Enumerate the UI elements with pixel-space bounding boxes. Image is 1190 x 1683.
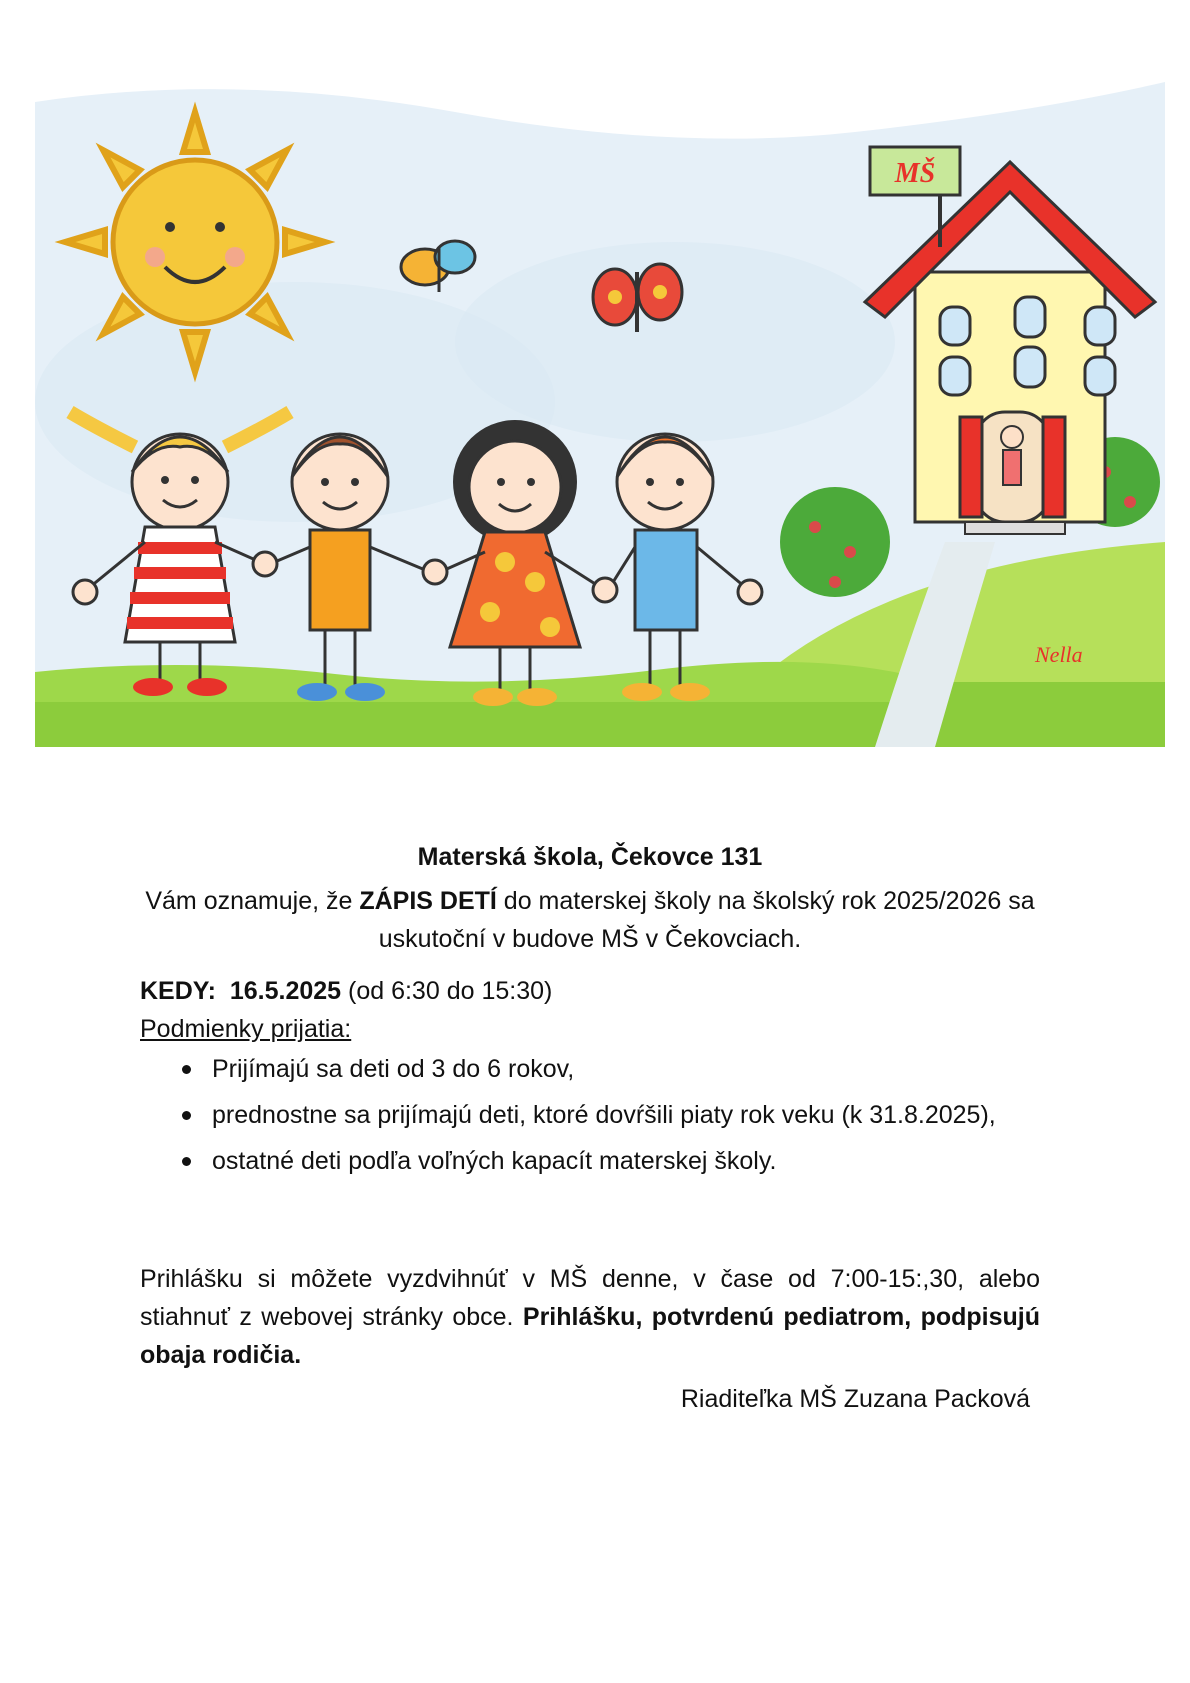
intro-paragraph: Vám oznamuje, že ZÁPIS DETÍ do materskej školy na školský rok 2025/2026 sa uskutoční v budove MŠ v Čekovciach. xyxy=(145,887,1035,953)
artist-signature: Nella xyxy=(1035,642,1083,667)
enrollment-date: KEDY: 16.5.2025 (od 6:30 do 15:30) xyxy=(140,977,553,1005)
list-item: Prijímajú sa deti od 3 do 6 rokov, xyxy=(140,1050,1040,1088)
conditions-list xyxy=(140,1050,1040,1180)
application-paragraph: Prihlášku si môžete vyzdvihnúť v MŠ denne, v čase od 7:00-15:,30, alebo stiahnuť z webovej stránky obce. Prihlášku, potvrdenú pediatrom, podpisujú obaja rodičia. xyxy=(140,1265,1041,1369)
signature: Riaditeľka MŠ Zuzana Packová xyxy=(680,1385,1030,1413)
bush-icon xyxy=(780,487,890,597)
conditions-heading: Podmienky prijatia: xyxy=(140,1015,352,1043)
header-illustration xyxy=(35,42,1165,747)
sun-icon xyxy=(65,112,325,372)
enrollment-emphasis: ZÁPIS DETÍ xyxy=(359,887,497,915)
school-title: Materská škola, Čekovce 131 xyxy=(417,843,763,871)
enrollment-notice xyxy=(140,838,1040,1418)
list-item: prednostne sa prijímajú deti, ktoré dovŕšili piaty rok veku (k 31.8.2025), xyxy=(140,1096,1040,1134)
list-item: ostatné deti podľa voľných kapacít materskej školy. xyxy=(140,1142,1040,1180)
application-emphasis: Prihlášku, potvrdenú pediatrom, podpisujú obaja rodičia. xyxy=(140,1303,1041,1369)
house-sign-text: MŠ xyxy=(894,158,936,189)
